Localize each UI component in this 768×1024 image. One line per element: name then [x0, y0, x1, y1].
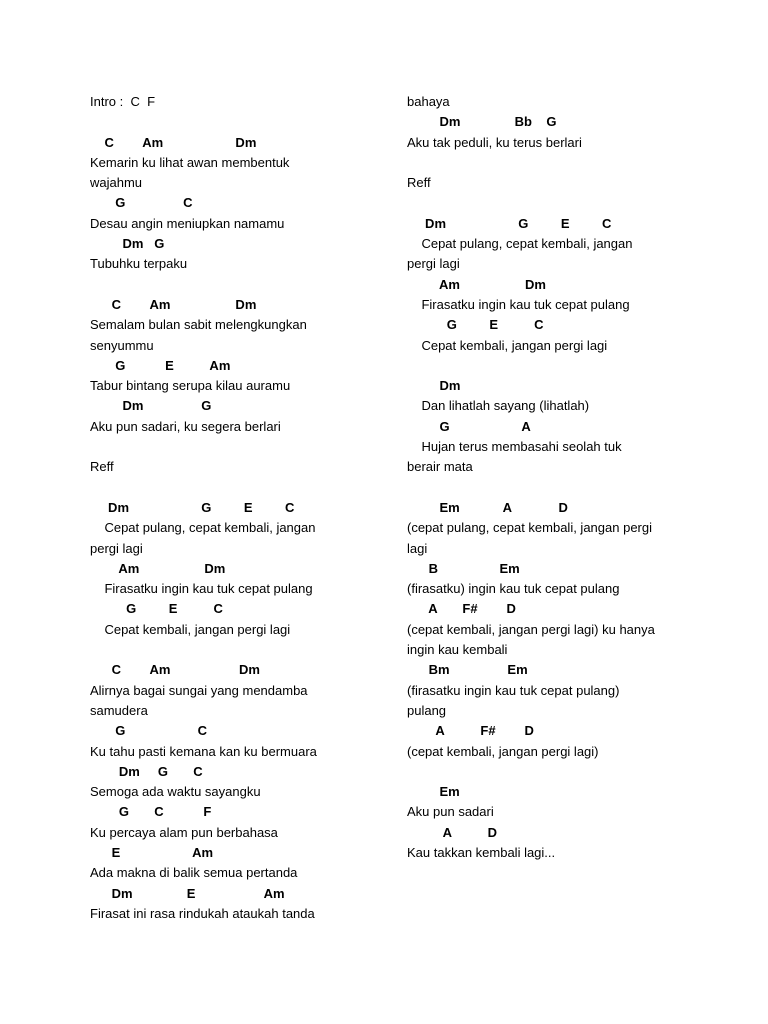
lyric-line: Tubuhku terpaku: [90, 256, 188, 272]
lyric-line: Intro : C F: [90, 94, 156, 109]
right-column: [407, 92, 707, 863]
lyric-line: bahaya: [407, 94, 450, 109]
chord-line: B Em: [407, 560, 520, 576]
lyric-line: (firasatku ingin kau tuk cepat pulang): [407, 682, 620, 698]
lyric-line: Firasatku ingin kau tuk cepat pulang: [407, 296, 630, 312]
blank-line: [407, 193, 707, 213]
chord-line: G C: [90, 195, 193, 211]
blank-line: [90, 275, 390, 295]
lyric-line: (cepat kembali, jangan pergi lagi) ku hanya: [407, 621, 655, 637]
chord-line: G A: [407, 418, 531, 434]
lyric-line: Semoga ada waktu sayangku: [90, 784, 261, 800]
chord-line: G C: [90, 723, 208, 739]
lyric-line: Semalam bulan sabit melengkungkan: [90, 317, 307, 333]
blank-line: [407, 762, 707, 782]
lyric-line: samudera: [90, 702, 148, 718]
blank-line: [407, 153, 707, 173]
lyric-line: Firasatku ingin kau tuk cepat pulang: [90, 581, 313, 597]
blank-line: [90, 478, 390, 498]
chord-line: Dm Bb G: [407, 114, 557, 130]
lyric-line: senyummu: [90, 337, 154, 353]
lyric-line: pergi lagi: [90, 540, 143, 556]
chord-line: G E C: [407, 317, 544, 333]
chord-line: G E Am: [90, 357, 231, 373]
chord-line: Dm G: [90, 236, 165, 252]
lyric-line: Dan lihatlah sayang (lihatlah): [407, 398, 590, 414]
chord-line: Am Dm: [407, 276, 546, 292]
lyric-line: Kau takkan kembali lagi...: [407, 844, 556, 860]
chord-line: Dm G: [90, 398, 212, 414]
lyric-line: Tabur bintang serupa kilau auramu: [90, 378, 291, 394]
chord-line: Dm E Am: [90, 885, 285, 901]
lyric-line: Aku tak peduli, ku terus berlari: [407, 134, 582, 150]
lyric-line: (cepat pulang, cepat kembali, jangan pergi: [407, 520, 652, 536]
blank-line: [90, 640, 390, 660]
lyric-line: Reff: [407, 175, 431, 191]
lyric-line: (firasatku) ingin kau tuk cepat pulang: [407, 581, 620, 597]
lyric-line: Hujan terus membasahi seolah tuk: [407, 439, 622, 455]
chord-line: Em A D: [407, 499, 568, 515]
chord-line: E Am: [90, 844, 214, 860]
lyric-line: Aku pun sadari, ku segera berlari: [90, 418, 281, 434]
blank-line: [90, 112, 390, 132]
lyric-line: Firasat ini rasa rindukah ataukah tanda: [90, 905, 315, 921]
chord-line: A F# D: [407, 601, 516, 617]
lyric-line: berair mata: [407, 459, 473, 475]
lyric-line: Cepat kembali, jangan pergi lagi: [407, 337, 608, 353]
chord-line: C Am Dm: [90, 296, 257, 312]
chord-line: Am Dm: [90, 560, 226, 576]
left-column: [90, 92, 390, 924]
lyric-line: Cepat kembali, jangan pergi lagi: [90, 621, 291, 637]
lyric-line: pulang: [407, 702, 447, 718]
blank-line: [407, 478, 707, 498]
lyric-line: Kemarin ku lihat awan membentuk: [90, 154, 290, 170]
chord-line: A F# D: [407, 723, 534, 739]
chord-line: A D: [407, 824, 498, 840]
lyric-line: lagi: [407, 540, 428, 556]
lyric-line: Reff: [90, 459, 114, 475]
chord-line: Dm G C: [90, 763, 203, 779]
lyric-line: ingin kau kembali: [407, 642, 508, 658]
lyric-line: Ku percaya alam pun berbahasa: [90, 824, 278, 840]
lyric-line: wajahmu: [90, 175, 143, 191]
chord-line: C Am Dm: [90, 662, 260, 678]
lyric-line: Ku tahu pasti kemana kan ku bermuara: [90, 743, 317, 759]
lyric-line: Cepat pulang, cepat kembali, jangan: [90, 520, 316, 536]
lyric-line: Cepat pulang, cepat kembali, jangan: [407, 236, 633, 252]
chord-line: Dm G E C: [90, 499, 295, 515]
chord-line: Dm: [407, 378, 461, 394]
lyric-line: pergi lagi: [407, 256, 460, 272]
chord-line: C Am Dm: [90, 134, 257, 150]
chord-line: Dm G E C: [407, 215, 612, 231]
lyric-line: (cepat kembali, jangan pergi lagi): [407, 743, 599, 759]
chord-line: Bm Em: [407, 662, 528, 678]
chord-line: G C F: [90, 804, 212, 820]
blank-line: [90, 437, 390, 457]
lyric-line: Ada makna di balik semua pertanda: [90, 865, 298, 881]
lyric-line: Alirnya bagai sungai yang mendamba: [90, 682, 308, 698]
blank-line: [407, 356, 707, 376]
chord-line: G E C: [90, 601, 223, 617]
lyric-line: Desau angin meniupkan namamu: [90, 215, 285, 231]
lyric-line: Aku pun sadari: [407, 804, 494, 820]
chord-line: Em: [407, 784, 460, 800]
